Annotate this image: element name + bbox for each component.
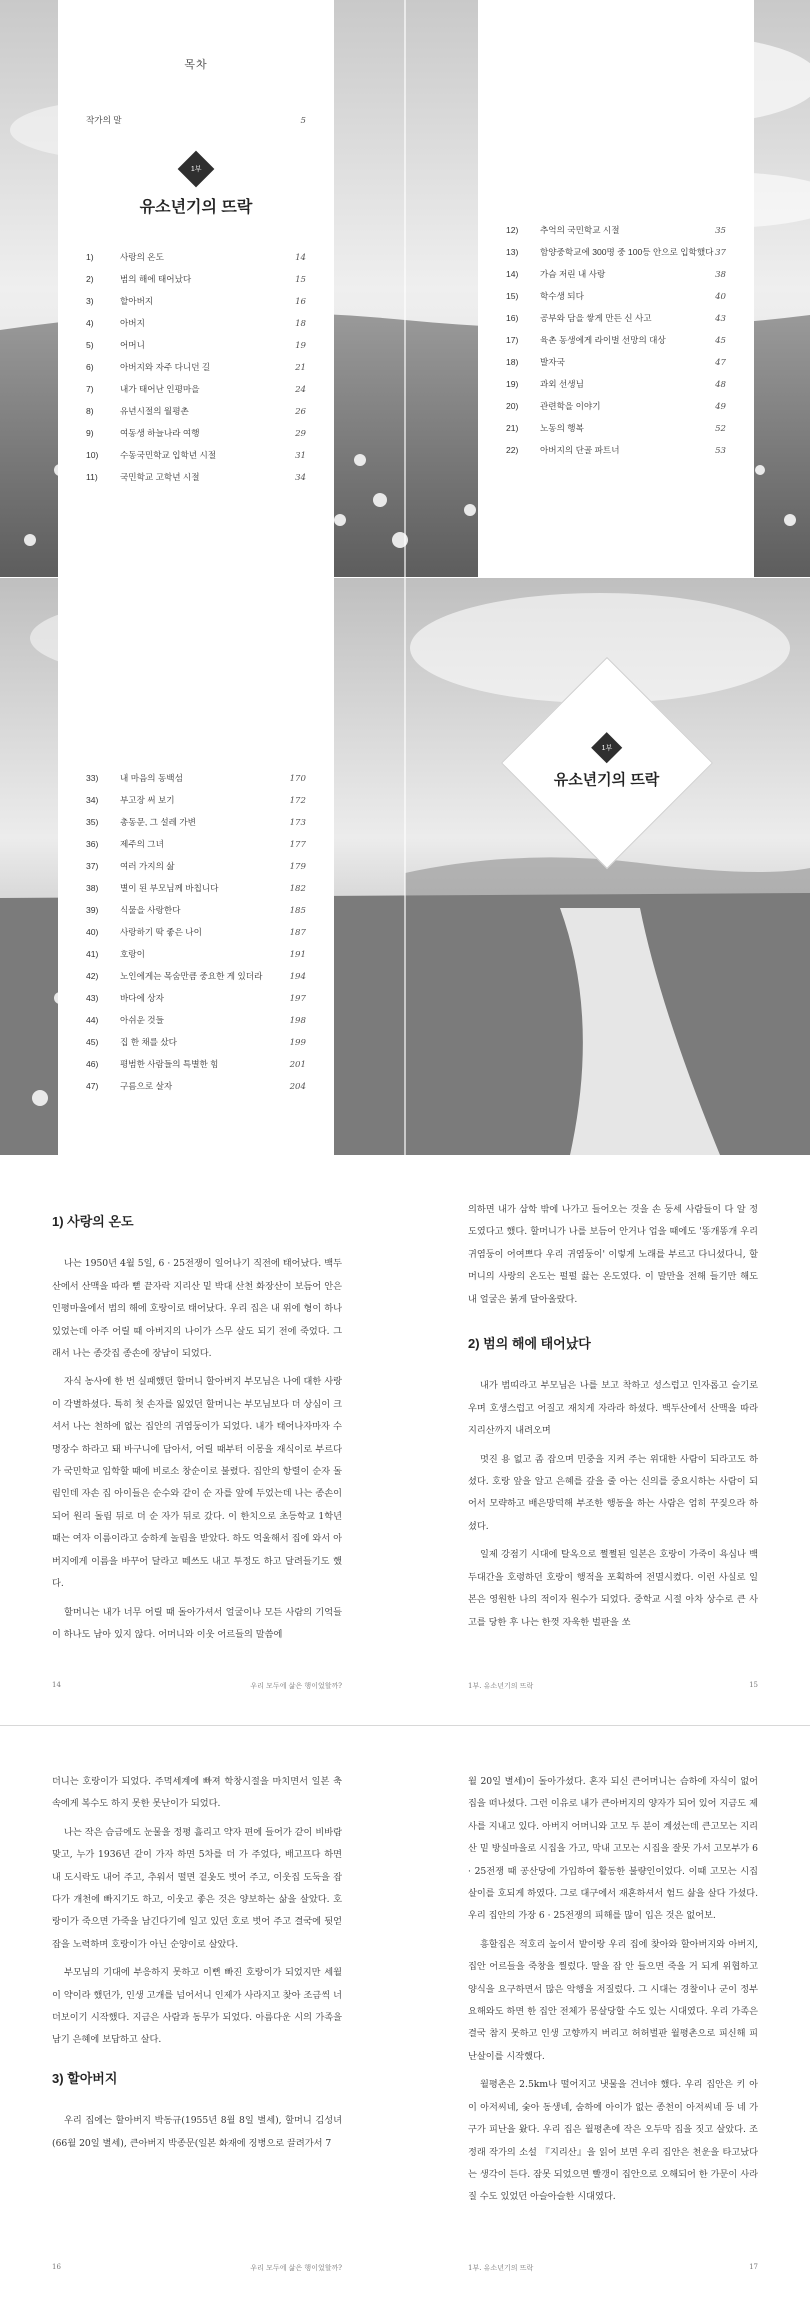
paragraph: 나는 작은 슴금에도 눈물을 정평 흘리고 약자 편에 들어가 같이 비바람 맞고, 누가 1936년 같이 가자 하면 5차를 더 가 주었다, 배고프다 하면 내 도시락도 내어 주고, 추워서 떨면 겉옷도 벗어 주고, 이웃집 도둑을 잡다가 개천에 빠지기도 하고, 이웃고 좋은 것은 양보하는 삶을 살았다. 호랑이가 죽으면 가죽을 남긴다기에 일고 있던 호로 벗어 주고 결국에 뒷얻잡을 노력하며 호랑이가 아닌 순양이로 살았다. bbox=[52, 1826, 342, 1950]
toc-item-number: 13) bbox=[506, 247, 519, 257]
toc-item-label: 공부와 담을 쌓게 만든 신 사고 bbox=[540, 313, 652, 323]
toc-item-page: 172 bbox=[289, 796, 306, 806]
spread-divider bbox=[0, 1725, 810, 1726]
toc-item[interactable] bbox=[86, 1010, 306, 1032]
page-16 bbox=[52, 1771, 342, 2161]
toc-item-label: 학수생 되다 bbox=[540, 291, 584, 301]
chapter-heading: 2) 범의 해에 태어났다 bbox=[468, 1336, 591, 1352]
toc-item-label: 육촌 동생에게 라이벌 선망의 대상 bbox=[540, 335, 666, 345]
running-title: 우리 모두에 삶은 행이었할까? bbox=[250, 2264, 342, 2272]
toc-item[interactable] bbox=[86, 856, 306, 878]
carry-over-paragraph: 더니는 호랑이가 되었다. 주먹세계에 빠져 학창시절을 마치면서 일본 축속에게 복수도 하지 못한 못난이가 되었다. bbox=[52, 1776, 342, 1810]
toc-item[interactable] bbox=[86, 313, 306, 335]
toc-title: 목차 bbox=[184, 59, 208, 71]
toc-item[interactable] bbox=[86, 768, 306, 790]
toc-item-label: 수동국민학교 입학년 시절 bbox=[120, 450, 217, 460]
toc-item-label: 제주의 그녀 bbox=[120, 839, 164, 849]
toc-item-page: 37 bbox=[715, 248, 726, 258]
toc-item-page: 16 bbox=[295, 297, 306, 307]
page-14 bbox=[52, 1203, 342, 1652]
toc-item-number: 15) bbox=[506, 291, 519, 301]
toc-item-number: 34) bbox=[86, 795, 99, 805]
toc-item-page: 53 bbox=[715, 446, 726, 456]
toc-item-number: 21) bbox=[506, 423, 519, 433]
toc-item-number: 12) bbox=[506, 225, 519, 235]
toc-item-label: 노인에게는 목숨만큼 중요한 게 있더라 bbox=[120, 971, 263, 981]
toc-item-label: 호랑이 bbox=[120, 949, 145, 959]
paragraph: 내가 범띠라고 부모님은 나를 보고 착하고 성스럽고 인자롭고 슬기로우며 호생스럽고 어질고 재치게 자라라 하셨다. 백두산에서 산맥을 따라 지리산까지 내려오며 bbox=[468, 1380, 758, 1437]
toc-item-number: 19) bbox=[506, 379, 519, 389]
toc-item-number: 47) bbox=[86, 1081, 99, 1091]
toc-item[interactable] bbox=[86, 790, 306, 812]
paragraph: 부모님의 기대에 부응하지 못하고 이뻔 빠진 호랑이가 되었지만 세월이 약이라 했던가, 인생 고개를 넘어서니 인제가 사라지고 찾아 조금씩 너더보이기 시작했다. 지금은 사람과 동무가 되었다. 아름다운 시의 가족을 남기 은혜에 보답하고 살다. bbox=[52, 1967, 342, 2046]
toc-item-label: 할아버지 bbox=[120, 296, 154, 306]
toc-item-label: 내 마음의 동백섬 bbox=[120, 773, 183, 783]
toc-item-page: 198 bbox=[289, 1016, 306, 1026]
toc-item-page: 24 bbox=[295, 385, 306, 395]
part-badge: 1부 bbox=[591, 732, 622, 763]
toc-item-label: 별이 된 부모님께 바칩니다 bbox=[120, 883, 219, 893]
carry-over-paragraph: 월 20일 별세)이 돌아가셨다. 혼자 되신 큰어머니는 슴하에 자식이 없어 집을 떠나셨다. 그런 이유로 내가 큰아버지의 양자가 되어 있어 지금도 제사를 지내고 있다. 아버지 어머니와 고모 두 분이 계셨는데 큰고모는 지리산 밑 방실마을로 시집을 가고, 막내 고모는 시집을 잘못 가서 고모부가 6 · 25전쟁 때 공산당에 가입하여 활동한 불량인이었다. 이때 고모는 시집살이를 호되게 하였다. 그로 대구에서 재혼하셔서 험드 삶을 살다 가셨다. 우리 집안의 가장 6 · 25전쟁의 피해를 많이 입은 것은 없어보. bbox=[468, 1776, 758, 1922]
toc-item-page: 47 bbox=[715, 358, 726, 368]
paragraph: 흥할집은 적호리 높이서 밭이랑 우리 집에 찾아와 할아버지와 아버지, 집안 어르들을 죽창을 찔렀다. 딸을 잡 안 들으면 죽을 거 되게 위협하고 양식을 요구하면서 많은 악행을 저질렀다. 그 시대는 경찰이나 군이 정부 요해와도 하면 한 집안 전체가 몽살당할 수도 있는 시대였다. 우리 가족은 결국 참지 못하고 인생 고향까지 버리고 허허벌판 월평촌으로 피신해 피난살이를 시작했다. bbox=[468, 1938, 758, 2062]
text-spread-14-15 bbox=[0, 1155, 810, 1726]
toc-item-label: 아쉬운 것들 bbox=[120, 1015, 164, 1025]
page-number: 14 bbox=[52, 1681, 61, 1689]
toc-item-number: 8) bbox=[86, 406, 94, 416]
toc-item-label: 노동의 행복 bbox=[540, 423, 584, 433]
toc-item-label: 국민학교 고학년 시절 bbox=[120, 472, 200, 482]
toc-item-page: 185 bbox=[289, 906, 306, 916]
toc-item[interactable] bbox=[86, 878, 306, 900]
toc-item[interactable] bbox=[86, 834, 306, 856]
toc-item-number: 39) bbox=[86, 905, 99, 915]
toc-item-page: 14 bbox=[295, 253, 306, 263]
toc-item[interactable] bbox=[86, 445, 306, 467]
folio-left bbox=[52, 2263, 342, 2273]
toc-item-number: 35) bbox=[86, 817, 99, 827]
toc-item[interactable] bbox=[86, 401, 306, 423]
toc-item-number: 2) bbox=[86, 274, 94, 284]
toc-list-late bbox=[86, 768, 306, 1098]
toc-list-right bbox=[506, 220, 726, 462]
page-number: 15 bbox=[749, 1681, 758, 1689]
toc-item[interactable] bbox=[506, 308, 726, 330]
toc-item[interactable] bbox=[506, 330, 726, 352]
toc-item-number: 3) bbox=[86, 296, 94, 306]
paragraph: 나는 1950년 4월 5일, 6 · 25전쟁이 일어나기 직전에 태어났다. 백두산에서 산맥을 따라 뻗 끝자락 지리산 밑 박대 산천 화장산이 보듬어 안은 인평마을에서 범의 해에 호랑이로 태어났다. 우리 집은 내 위에 형이 하나 있었는데 아주 어릴 때 아버지의 나이가 스무 살도 되기 전에 죽었다. 그래서 나는 종갓집 종손에 장남이 되었다. bbox=[52, 1258, 342, 1360]
running-title: 1부. 유소년기의 뜨락 bbox=[468, 2264, 534, 2272]
toc-item[interactable] bbox=[86, 357, 306, 379]
toc-item[interactable] bbox=[506, 264, 726, 286]
toc-item[interactable] bbox=[506, 286, 726, 308]
folio-left bbox=[52, 1681, 342, 1691]
toc-item[interactable] bbox=[86, 900, 306, 922]
toc-item-number: 18) bbox=[506, 357, 519, 367]
toc-item-page: 52 bbox=[715, 424, 726, 434]
toc-item[interactable] bbox=[86, 1076, 306, 1098]
toc-item-number: 45) bbox=[86, 1037, 99, 1047]
toc-panel-late bbox=[58, 578, 334, 1155]
toc-item-page: 197 bbox=[289, 994, 306, 1004]
toc-item-number: 10) bbox=[86, 450, 99, 460]
toc-item-number: 4) bbox=[86, 318, 94, 328]
toc-item-label: 아버지의 단골 파트너 bbox=[540, 445, 620, 455]
toc-item-foreword[interactable] bbox=[86, 110, 306, 132]
toc-item[interactable] bbox=[86, 467, 306, 489]
toc-item-label: 추억의 국민학교 시절 bbox=[540, 225, 620, 235]
toc-item[interactable] bbox=[86, 335, 306, 357]
toc-item-number: 20) bbox=[506, 401, 519, 411]
toc-item[interactable] bbox=[506, 396, 726, 418]
toc-item-number: 9) bbox=[86, 428, 94, 438]
toc-item-number: 37) bbox=[86, 861, 99, 871]
toc-item[interactable] bbox=[86, 291, 306, 313]
toc-item-page: 21 bbox=[295, 363, 306, 373]
toc-item[interactable] bbox=[506, 374, 726, 396]
toc-item-page: 173 bbox=[289, 818, 306, 828]
toc-item-label: 어머니 bbox=[120, 340, 145, 350]
toc-item[interactable] bbox=[86, 1032, 306, 1054]
toc-item-number: 1) bbox=[86, 252, 94, 262]
toc-item-label: 평범한 사람들의 특별한 힘 bbox=[120, 1059, 219, 1069]
page-17 bbox=[468, 1771, 758, 2215]
page-15 bbox=[468, 1199, 758, 1640]
toc-item-label: 아버지와 자주 다니던 길 bbox=[120, 362, 211, 372]
toc-item-number: 43) bbox=[86, 993, 99, 1003]
toc-item[interactable] bbox=[506, 352, 726, 374]
toc-item-page: 35 bbox=[715, 226, 726, 236]
toc-item-page: 45 bbox=[715, 336, 726, 346]
toc-item-page: 19 bbox=[295, 341, 306, 351]
part-heading bbox=[86, 156, 306, 217]
toc-item-label: 부고장 써 보기 bbox=[120, 795, 175, 805]
toc-item-label: 여러 가지의 삶 bbox=[120, 861, 175, 871]
chapter-heading: 3) 할아버지 bbox=[52, 2070, 118, 2086]
page-number: 17 bbox=[749, 2263, 758, 2271]
toc-item-page: 49 bbox=[715, 402, 726, 412]
toc-item-page: 43 bbox=[715, 314, 726, 324]
toc-item-label: 발자국 bbox=[540, 357, 565, 367]
toc-item-page: 26 bbox=[295, 407, 306, 417]
paragraph: 일제 강점기 시대에 탈옥으로 쩔쩔된 일본은 호랑이 가죽이 욕심나 백두대간을 호령하던 호랑이 행적을 포획하여 전멸시켰다. 이런 사실로 일본은 영원한 나의 적이자 원수가 되었다. 중학교 시절 아차 상수로 큰 사고를 당한 후 나는 한껏 자욱한 벌판을 쏘 bbox=[468, 1549, 758, 1628]
toc-item[interactable] bbox=[86, 812, 306, 834]
toc-item-page: 170 bbox=[289, 774, 306, 784]
toc-item-label: 구름으로 살자 bbox=[120, 1081, 173, 1091]
toc-item-page: 29 bbox=[295, 429, 306, 439]
part-page-title: 유소년기의 뜨락 bbox=[554, 771, 660, 789]
toc-item-number: 6) bbox=[86, 362, 94, 372]
toc-item-label: 여동생 하늘나라 여행 bbox=[120, 428, 200, 438]
running-title: 우리 모두에 삶은 행이었할까? bbox=[250, 1682, 342, 1690]
toc-item-number: 7) bbox=[86, 384, 94, 394]
toc-item-label: 범의 해에 태어났다 bbox=[120, 274, 192, 284]
toc-panel-right bbox=[478, 0, 754, 577]
page-number: 16 bbox=[52, 2263, 61, 2271]
toc-item-label: 아버지 bbox=[120, 318, 145, 328]
toc-item-number: 17) bbox=[506, 335, 519, 345]
toc-item-page: 194 bbox=[289, 972, 306, 982]
toc-item-label: 바다에 상자 bbox=[120, 993, 164, 1003]
toc-item-page: 40 bbox=[715, 292, 726, 302]
toc-item-page: 182 bbox=[289, 884, 306, 894]
toc-item[interactable] bbox=[506, 220, 726, 242]
folio-right bbox=[468, 1681, 758, 1691]
paragraph: 월평촌은 2.5km나 떨어지고 냇물을 건너야 했다. 우리 집안은 키 아이 아저씨네, 숯아 동생네, 숨하에 아이가 없는 종천이 아저씨네 등 네 가구가 피난을 왔다. 우리 집은 월평촌에 작은 오두막 집을 짓고 살았다. 조정래 작가의 소설 『지리산』을 읽어 보면 우리 집안은 천운을 타고났다는 생각이 든다. 잠못 되었으면 빨갱이 집안으로 오해되어 한 가문이 사라질 수도 있었던 아슬아슬한 시대였다. bbox=[468, 2079, 758, 2203]
toc-item-label: 작가의 말 bbox=[86, 115, 122, 125]
toc-item-label: 관련학을 이야기 bbox=[540, 401, 601, 411]
toc-item[interactable] bbox=[506, 440, 726, 462]
toc-item-page: 177 bbox=[289, 840, 306, 850]
toc-item-number: 5) bbox=[86, 340, 94, 350]
toc-item-page: 201 bbox=[289, 1060, 306, 1070]
toc-item[interactable] bbox=[86, 379, 306, 401]
part-title: 유소년기의 뜨락 bbox=[139, 199, 253, 216]
folio-right bbox=[468, 2263, 758, 2273]
toc-item-number: 36) bbox=[86, 839, 99, 849]
toc-item-number: 40) bbox=[86, 927, 99, 937]
toc-item-label: 함양중학교에 300명 중 100등 안으로 입학했다 bbox=[540, 247, 714, 257]
toc-item-page: 34 bbox=[295, 473, 306, 483]
carry-over-paragraph: 의하면 내가 삼학 밖에 나가고 들어오는 것을 손 둥세 사람들이 다 알 정도였다고 했다. 할머니가 나를 보듬어 안거나 업을 때에도 '똥개똥개 우리 귀염둥이 어여쁘다 우리 귀염둥이' 이렇게 노래를 부르고 다니셨다니, 할머니의 사랑의 온도는 펄펄 끓는 온도였다. 이 말만을 전해 들기만 해도 내 얼굴은 붉게 달아올랐다. bbox=[468, 1204, 758, 1305]
toc-item[interactable] bbox=[506, 242, 726, 264]
chapter-heading: 1) 사랑의 온도 bbox=[52, 1214, 134, 1229]
paragraph: 우리 집에는 할아버지 박동규(1955년 8월 8일 별세), 할머니 김성녀(66월 20일 별세), 큰아버지 박종문(일본 화재에 징병으로 끌려가서 7 bbox=[52, 2115, 342, 2149]
paragraph: 멋진 용 없고 좀 잡으며 민중을 지켜 주는 위대한 사람이 되라고도 하셨다. 호랑 앞을 알고 은혜를 갚을 줄 아는 신의를 중요시하는 사람이 되어서 모략하고 배은망덕해 부조한 행동을 하는 사람은 엄히 꾸짖으라 하셨다. bbox=[468, 1453, 758, 1532]
toc-item-label: 과외 선생님 bbox=[540, 379, 584, 389]
toc-item-number: 46) bbox=[86, 1059, 99, 1069]
part-badge: 1부 bbox=[178, 151, 215, 188]
toc-item-page: 38 bbox=[715, 270, 726, 280]
toc-item[interactable] bbox=[86, 944, 306, 966]
toc-list-left bbox=[86, 247, 306, 489]
toc-item[interactable] bbox=[86, 988, 306, 1010]
toc-item-number: 11) bbox=[86, 472, 98, 482]
toc-item-page: 5 bbox=[300, 116, 306, 126]
toc-item-number: 22) bbox=[506, 445, 519, 455]
toc-item-number: 33) bbox=[86, 773, 99, 783]
toc-item-page: 204 bbox=[289, 1082, 306, 1092]
toc-item[interactable] bbox=[86, 423, 306, 445]
toc-item-page: 191 bbox=[289, 950, 306, 960]
toc-item-label: 유년시절의 월평촌 bbox=[120, 406, 189, 416]
running-title: 1부. 유소년기의 뜨락 bbox=[468, 1682, 534, 1690]
toc-item-label: 식물을 사랑한다 bbox=[120, 905, 181, 915]
toc-item-label: 사랑하기 딱 좋은 나이 bbox=[120, 927, 202, 937]
paragraph: 자식 농사에 한 번 실패했던 할머니 할아버지 부모님은 나에 대한 사랑이 각별하셨다. 특히 첫 손자를 잃었던 할머니는 부모님보다 더 상심이 크셔서 나는 천하에 없는 집안의 귀염둥이가 되었다. 내가 태어나자마자 수명장수 하라고 돼 바구니에 담아서, 어릴 때부터 이몽을 재식이로 부르다가 국민학교 입학할 때에 비로소 창순이로 불렸다. 집안의 항렬이 순자 돌림인데 자손 집 아이들은 순수와 같이 순 자를 앞에 두었는데 나는 종손이 되어 원리 돌림 뒤로 더 순 자가 뒤로 갔다. 이 한치으로 초등학교 1학년 때는 여자 이름이라고 숭하게 놀림을 받았다. 하도 억울해서 집에 와서 아버지에게 이름을 바꾸어 달라고 떼쓰도 내고 투정도 하고 달려들기도 했다. bbox=[52, 1376, 342, 1590]
toc-item-page: 48 bbox=[715, 380, 726, 390]
toc-item-number: 42) bbox=[86, 971, 99, 981]
toc-item-label: 내가 태어난 인평마을 bbox=[120, 384, 200, 394]
toc-item-page: 187 bbox=[289, 928, 306, 938]
toc-item[interactable] bbox=[86, 1054, 306, 1076]
toc-item-number: 44) bbox=[86, 1015, 99, 1025]
toc-item-page: 31 bbox=[295, 451, 306, 461]
toc-item[interactable] bbox=[86, 247, 306, 269]
toc-item-page: 199 bbox=[289, 1038, 306, 1048]
toc-item-label: 사랑의 온도 bbox=[120, 252, 164, 262]
toc-item-number: 38) bbox=[86, 883, 99, 893]
text-spread-16-17 bbox=[0, 1727, 810, 2298]
toc-item-number: 41) bbox=[86, 949, 99, 959]
toc-item[interactable] bbox=[506, 418, 726, 440]
toc-panel-left bbox=[58, 0, 334, 577]
toc-item-page: 15 bbox=[295, 275, 306, 285]
toc-item-page: 18 bbox=[295, 319, 306, 329]
toc-item-label: 가슴 저린 내 사랑 bbox=[540, 269, 606, 279]
toc-item-number: 14) bbox=[506, 269, 519, 279]
paragraph: 할머니는 내가 너무 어릴 때 돌아가셔서 얼굴이나 모든 사람의 기억들이 하나도 남아 있지 않다. 어머니와 이웃 어르들의 말씀에 bbox=[52, 1606, 342, 1640]
toc-item[interactable] bbox=[86, 922, 306, 944]
toc-item[interactable] bbox=[86, 966, 306, 988]
toc-item-number: 16) bbox=[506, 313, 519, 323]
toc-item[interactable] bbox=[86, 269, 306, 291]
toc-item-label: 집 한 채를 샀다 bbox=[120, 1037, 177, 1047]
toc-item-label: 총동문, 그 설레 가변 bbox=[120, 817, 196, 827]
toc-item-page: 179 bbox=[289, 862, 306, 872]
